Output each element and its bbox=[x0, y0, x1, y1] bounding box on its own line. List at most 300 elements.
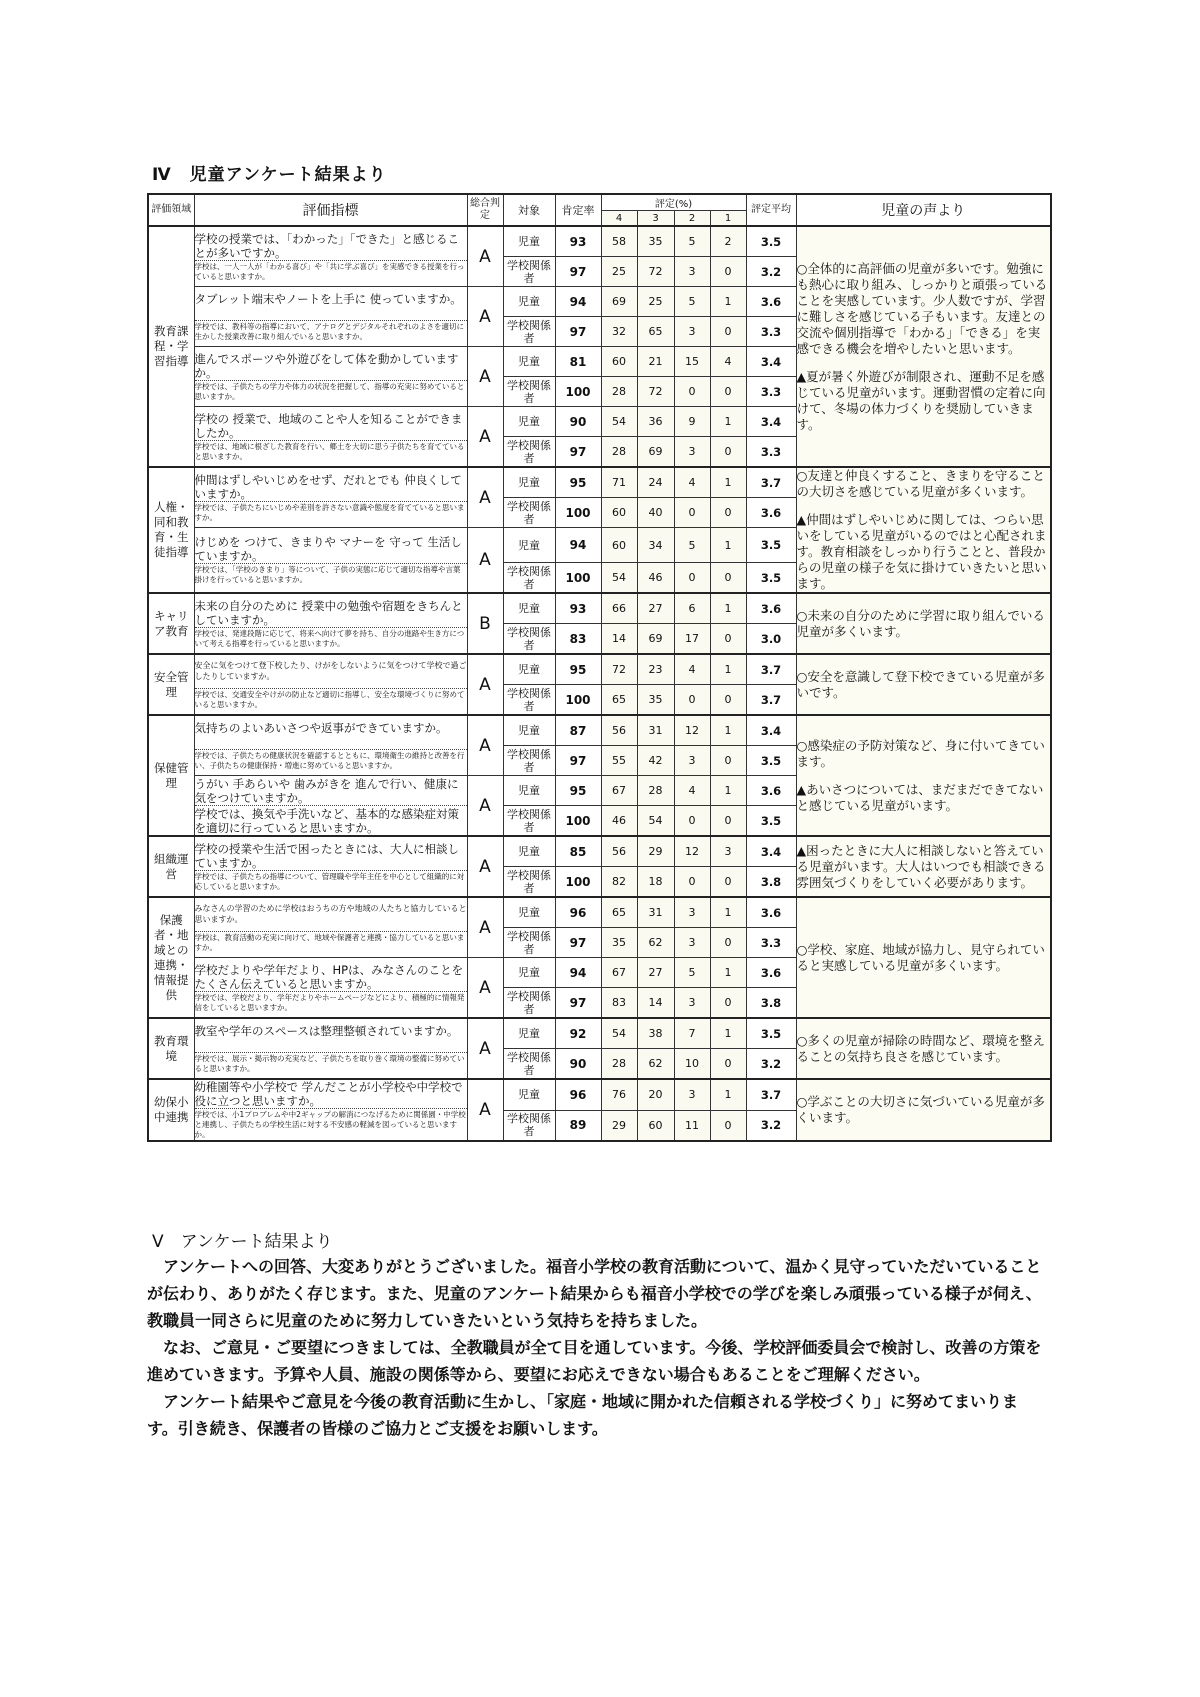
evaluation-domain: 保護者・地域との連携・情報提供 bbox=[148, 897, 194, 1018]
rating-p2: 5 bbox=[674, 287, 710, 317]
affirmative-rate: 97 bbox=[555, 746, 601, 776]
rating-p2: 12 bbox=[674, 836, 710, 867]
target-child: 児童 bbox=[503, 1018, 555, 1049]
rating-p2: 7 bbox=[674, 1018, 710, 1049]
rating-p4: 25 bbox=[601, 257, 637, 287]
overall-grade: A bbox=[467, 1079, 503, 1141]
rating-p4: 67 bbox=[601, 958, 637, 988]
rating-p2: 0 bbox=[674, 377, 710, 407]
affirmative-rate: 94 bbox=[555, 528, 601, 563]
indicator-staff-question: 学校は、教育活動の充実に向けて、地域や保護者と連携・協力していると思いますか。 bbox=[195, 931, 467, 953]
rating-p3: 69 bbox=[637, 624, 674, 655]
indicator-staff-question: 学校では、展示・掲示物の充実など、子供たちを取り巻く環境の整備に努めていると思いますか。 bbox=[194, 1053, 465, 1073]
rating-p2: 0 bbox=[674, 867, 710, 898]
evaluation-domain: キャリア教育 bbox=[148, 593, 194, 654]
indicator-child-question: 幼稚園等や小学校で 学んだことが小学校や中学校で役に立つと思いますか。 bbox=[194, 1080, 463, 1108]
indicator-child-question: みなさんの学習のために学校はおうちの方や地域の人たちと協力していると思いますか。 bbox=[194, 903, 467, 924]
student-voice-comment: ○安全を意識して登下校できている児童が多いです。 bbox=[796, 668, 1045, 700]
rating-average: 3.8 bbox=[746, 867, 796, 898]
rating-p3: 21 bbox=[637, 347, 674, 377]
rating-p4: 46 bbox=[601, 806, 637, 837]
affirmative-rate: 92 bbox=[555, 1018, 601, 1049]
rating-p2: 3 bbox=[674, 897, 710, 928]
student-voice-comment: ○学ぶことの大切さに気づいている児童が多くいます。 bbox=[796, 1094, 1045, 1125]
student-voice-comment: ○感染症の予防対策など、身に付いてきています。 bbox=[796, 737, 1045, 769]
header-avg: 評定平均 bbox=[746, 194, 796, 226]
affirmative-rate: 100 bbox=[555, 867, 601, 898]
rating-p3: 46 bbox=[637, 563, 674, 594]
rating-p3: 25 bbox=[637, 287, 674, 317]
rating-p1: 1 bbox=[710, 715, 746, 746]
student-voice bbox=[796, 897, 1051, 1018]
indicator-cell bbox=[194, 715, 467, 776]
affirmative-rate: 94 bbox=[555, 287, 601, 317]
rating-p1: 1 bbox=[710, 1018, 746, 1049]
overall-grade: B bbox=[467, 593, 503, 654]
rating-p3: 20 bbox=[637, 1079, 674, 1110]
rating-p1: 0 bbox=[710, 988, 746, 1019]
indicator-staff-question: 学校は、一人一人が「わかる喜び」や「共に学ぶ喜び」を実感できる授業を行っていると思いますか。 bbox=[194, 261, 465, 281]
evaluation-domain: 保健管理 bbox=[148, 715, 194, 836]
table-row bbox=[148, 654, 1051, 685]
target-staff: 学校関係者 bbox=[503, 498, 555, 528]
rating-p2: 0 bbox=[674, 806, 710, 837]
target-child: 児童 bbox=[503, 958, 555, 988]
rating-p4: 82 bbox=[601, 867, 637, 898]
header-level-2: 2 bbox=[674, 211, 710, 227]
header-level-1: 1 bbox=[710, 211, 746, 227]
table-row bbox=[148, 226, 1051, 257]
target-staff: 学校関係者 bbox=[503, 867, 555, 898]
rating-p3: 65 bbox=[637, 317, 674, 347]
evaluation-domain: 幼保小中連携 bbox=[148, 1079, 194, 1141]
rating-average: 3.0 bbox=[746, 624, 796, 655]
rating-p1: 0 bbox=[710, 806, 746, 837]
target-child: 児童 bbox=[503, 776, 555, 806]
rating-average: 3.5 bbox=[746, 563, 796, 594]
rating-average: 3.7 bbox=[746, 685, 796, 716]
rating-p4: 54 bbox=[601, 407, 637, 437]
indicator-cell bbox=[194, 593, 467, 654]
indicator-staff-question: 学校では、子供たちの健康状況を確認するとともに、環境衛生の維持と改善を行い、子供たちの健康保持・増進に努めていると思いますか。 bbox=[194, 750, 465, 770]
rating-p4: 28 bbox=[601, 437, 637, 468]
target-staff: 学校関係者 bbox=[503, 257, 555, 287]
affirmative-rate: 96 bbox=[555, 897, 601, 928]
rating-p3: 24 bbox=[637, 467, 674, 498]
rating-p4: 65 bbox=[601, 897, 637, 928]
rating-p1: 1 bbox=[710, 1079, 746, 1110]
indicator-child-question: 未来の自分のために 授業中の勉強や宿題をきちんとしていますか。 bbox=[194, 598, 463, 627]
rating-p4: 58 bbox=[601, 226, 637, 257]
table-row bbox=[148, 1079, 1051, 1110]
indicator-cell bbox=[194, 407, 467, 468]
rating-p4: 55 bbox=[601, 746, 637, 776]
rating-p4: 35 bbox=[601, 928, 637, 958]
indicator-cell bbox=[194, 467, 467, 528]
rating-average: 3.2 bbox=[746, 1049, 796, 1080]
rating-average: 3.5 bbox=[746, 806, 796, 837]
rating-p2: 5 bbox=[674, 958, 710, 988]
student-voice-comment: ○友達と仲良くすること、きまりを守ることの大切さを感じている児童が多くいます。 bbox=[796, 468, 1045, 499]
rating-p1: 3 bbox=[710, 836, 746, 867]
rating-p3: 29 bbox=[637, 836, 674, 867]
rating-p3: 35 bbox=[637, 226, 674, 257]
rating-p2: 3 bbox=[674, 317, 710, 347]
student-voice-comment: ▲困ったときに大人に相談しないと答えている児童がいます。大人はいつでも相談できる雰囲気づくりをしていく必要があります。 bbox=[796, 842, 1046, 890]
target-staff: 学校関係者 bbox=[503, 317, 555, 347]
rating-p3: 18 bbox=[637, 867, 674, 898]
header-domain: 評価領域 bbox=[148, 194, 194, 226]
rating-p1: 0 bbox=[710, 377, 746, 407]
student-voice bbox=[796, 593, 1051, 654]
header-level-3: 3 bbox=[637, 211, 674, 227]
rating-p3: 23 bbox=[637, 654, 674, 685]
rating-p2: 0 bbox=[674, 498, 710, 528]
rating-average: 3.6 bbox=[746, 897, 796, 928]
overall-grade: A bbox=[467, 226, 503, 287]
rating-average: 3.6 bbox=[746, 593, 796, 624]
rating-p4: 60 bbox=[601, 498, 637, 528]
section-5-title: Ⅴ アンケート結果より bbox=[152, 1232, 333, 1252]
rating-p2: 10 bbox=[674, 1049, 710, 1080]
rating-average: 3.6 bbox=[746, 287, 796, 317]
affirmative-rate: 85 bbox=[555, 836, 601, 867]
rating-p1: 1 bbox=[710, 958, 746, 988]
target-staff: 学校関係者 bbox=[503, 437, 555, 468]
indicator-staff-question: 学校では、小1プロブレムや中2ギャップの解消につなげるために関係園・中学校と連携し、子供たちの学校生活に対する不安感の軽減を図っていると思いますか。 bbox=[194, 1110, 466, 1139]
rating-p3: 36 bbox=[637, 407, 674, 437]
target-staff: 学校関係者 bbox=[503, 1049, 555, 1080]
table-row bbox=[148, 467, 1051, 498]
rating-average: 3.4 bbox=[746, 347, 796, 377]
indicator-cell bbox=[194, 226, 467, 287]
indicator-staff-question: 学校では、子供たちの指導について、管理職や学年主任を中心として組織的に対応していると思いますか。 bbox=[195, 870, 467, 892]
rating-p1: 0 bbox=[710, 746, 746, 776]
indicator-cell bbox=[194, 347, 467, 407]
indicator-staff-question: 学校では、交通安全やけがの防止など適切に指導し、安全な環境づくりに努めていると思いますか。 bbox=[194, 689, 465, 709]
student-voice-comment: ○多くの児童が掃除の時間など、環境を整えることの気持ち良さを感じています。 bbox=[796, 1032, 1045, 1064]
rating-p1: 1 bbox=[710, 528, 746, 563]
overall-grade: A bbox=[467, 528, 503, 594]
indicator-staff-question: 学校では、学校だより、学年だよりやホームページなどにより、積極的に情報発信をしていると思いますか。 bbox=[195, 991, 467, 1013]
affirmative-rate: 83 bbox=[555, 624, 601, 655]
indicator-cell bbox=[194, 1018, 467, 1079]
indicator-staff-question: 学校では、換気や手洗いなど、基本的な感染症対策を適切に行っていると思いますか。 bbox=[195, 805, 467, 835]
indicator-cell bbox=[194, 776, 467, 837]
rating-p4: 32 bbox=[601, 317, 637, 347]
rating-average: 3.2 bbox=[746, 1110, 796, 1141]
rating-p2: 9 bbox=[674, 407, 710, 437]
student-voice bbox=[796, 1018, 1051, 1079]
indicator-child-question: うがい 手あらいや 歯みがきを 進んで行い、健康に気をつけていますか。 bbox=[194, 776, 459, 805]
affirmative-rate: 81 bbox=[555, 347, 601, 377]
rating-average: 3.7 bbox=[746, 467, 796, 498]
rating-p3: 31 bbox=[637, 897, 674, 928]
section-5-paragraph: アンケート結果やご意見を今後の教育活動に生かし、「家庭・地域に開かれた信頼される学校づくり」に努めてまいります。引き続き、保護者の皆様のご協力とご支援をお願いします。 bbox=[147, 1392, 1019, 1438]
rating-p4: 29 bbox=[601, 1110, 637, 1141]
rating-average: 3.4 bbox=[746, 715, 796, 746]
rating-p3: 62 bbox=[637, 928, 674, 958]
rating-p2: 12 bbox=[674, 715, 710, 746]
evaluation-domain: 人権・同和教育・生徒指導 bbox=[148, 467, 194, 593]
rating-p4: 83 bbox=[601, 988, 637, 1019]
affirmative-rate: 97 bbox=[555, 317, 601, 347]
rating-p4: 72 bbox=[601, 654, 637, 685]
rating-p2: 4 bbox=[674, 467, 710, 498]
rating-p1: 0 bbox=[710, 685, 746, 716]
rating-p2: 0 bbox=[674, 563, 710, 594]
rating-p1: 1 bbox=[710, 897, 746, 928]
evaluation-domain: 組織運営 bbox=[148, 836, 194, 897]
indicator-cell bbox=[194, 1079, 467, 1141]
rating-p3: 31 bbox=[637, 715, 674, 746]
target-child: 児童 bbox=[503, 226, 555, 257]
rating-p4: 56 bbox=[601, 836, 637, 867]
rating-p2: 11 bbox=[674, 1110, 710, 1141]
rating-average: 3.5 bbox=[746, 746, 796, 776]
affirmative-rate: 90 bbox=[555, 1049, 601, 1080]
overall-grade: A bbox=[467, 1018, 503, 1079]
overall-grade: A bbox=[467, 347, 503, 407]
student-voice-comment: ○未来の自分のために学習に取り組んでいる児童が多くいます。 bbox=[796, 607, 1045, 639]
indicator-child-question: 安全に気をつけて登下校したり、けがをしないように気をつけて学校で過ごしたりしていますか。 bbox=[194, 660, 467, 681]
indicator-staff-question: 学校では、子供たちの学力や体力の状況を把握して、指導の充実に努めていると思いますか。 bbox=[195, 380, 467, 402]
affirmative-rate: 100 bbox=[555, 685, 601, 716]
rating-p3: 28 bbox=[637, 776, 674, 806]
indicator-child-question: 学校の 授業で、地域のことや人を知ることができましたか。 bbox=[194, 411, 463, 440]
indicator-child-question: 気持ちのよいあいさつや返事ができていますか。 bbox=[194, 720, 448, 735]
rating-p1: 1 bbox=[710, 654, 746, 685]
indicator-staff-question: 学校では、教科等の指導において、アナログとデジタルそれぞれのよさを適切に生かした授業改善に取り組んでいると思いますか。 bbox=[195, 320, 467, 342]
student-voice-comment: ▲夏が暑く外遊びが制限され、運動不足を感じている児童がいます。運動習慣の定着に向けて、冬場の体力づくりを奨励していきます。 bbox=[796, 368, 1046, 432]
rating-p4: 69 bbox=[601, 287, 637, 317]
rating-p1: 1 bbox=[710, 287, 746, 317]
header-target: 対象 bbox=[503, 194, 555, 226]
indicator-staff-question: 学校では、発達段階に応じて、将来へ向けて夢を持ち、自分の進路や生き方について考える指導を行っていると思いますか。 bbox=[195, 627, 467, 649]
rating-p4: 65 bbox=[601, 685, 637, 716]
target-staff: 学校関係者 bbox=[503, 563, 555, 594]
affirmative-rate: 87 bbox=[555, 715, 601, 746]
header-level-4: 4 bbox=[601, 211, 637, 227]
rating-p3: 62 bbox=[637, 1049, 674, 1080]
student-voice-comment: ○全体的に高評価の児童が多いです。勉強にも熱心に取り組み、しっかりと頑張っていることを実感しています。少人数ですが、学習に難しさを感じている子もいます。友達との交流や個別指導で「わかる」「できる」を実感できる機会を増やしたいと思います。 bbox=[796, 260, 1048, 356]
evaluation-domain: 安全管理 bbox=[148, 654, 194, 715]
affirmative-rate: 89 bbox=[555, 1110, 601, 1141]
rating-average: 3.4 bbox=[746, 407, 796, 437]
overall-grade: A bbox=[467, 958, 503, 1019]
rating-average: 3.5 bbox=[746, 226, 796, 257]
rating-p3: 35 bbox=[637, 685, 674, 716]
target-staff: 学校関係者 bbox=[503, 685, 555, 716]
rating-p3: 34 bbox=[637, 528, 674, 563]
rating-p4: 60 bbox=[601, 347, 637, 377]
student-voice bbox=[796, 226, 1051, 467]
rating-p4: 54 bbox=[601, 563, 637, 594]
target-staff: 学校関係者 bbox=[503, 1110, 555, 1141]
indicator-staff-question: 学校では、子供たちにいじめや差別を許さない意識や態度を育てていると思いますか。 bbox=[194, 502, 465, 522]
rating-average: 3.3 bbox=[746, 377, 796, 407]
target-staff: 学校関係者 bbox=[503, 988, 555, 1019]
affirmative-rate: 100 bbox=[555, 377, 601, 407]
affirmative-rate: 100 bbox=[555, 806, 601, 837]
evaluation-domain: 教育環境 bbox=[148, 1018, 194, 1079]
rating-average: 3.6 bbox=[746, 776, 796, 806]
overall-grade: A bbox=[467, 776, 503, 837]
table-row bbox=[148, 897, 1051, 928]
rating-average: 3.6 bbox=[746, 498, 796, 528]
affirmative-rate: 97 bbox=[555, 928, 601, 958]
rating-p3: 72 bbox=[637, 257, 674, 287]
rating-p2: 15 bbox=[674, 347, 710, 377]
rating-p2: 5 bbox=[674, 226, 710, 257]
student-voice bbox=[796, 654, 1051, 715]
rating-p3: 42 bbox=[637, 746, 674, 776]
rating-p3: 38 bbox=[637, 1018, 674, 1049]
table-row bbox=[148, 593, 1051, 624]
overall-grade: A bbox=[467, 897, 503, 958]
header-rating: 評定(%) bbox=[601, 194, 746, 211]
evaluation-domain: 教育課程・学習指導 bbox=[148, 226, 194, 467]
student-voice-comment: ○学校、家庭、地域が協力し、見守られていると実感している児童が多くいます。 bbox=[796, 941, 1045, 973]
rating-p1: 1 bbox=[710, 776, 746, 806]
rating-average: 3.3 bbox=[746, 317, 796, 347]
target-child: 児童 bbox=[503, 654, 555, 685]
rating-average: 3.7 bbox=[746, 654, 796, 685]
affirmative-rate: 97 bbox=[555, 257, 601, 287]
target-child: 児童 bbox=[503, 287, 555, 317]
rating-p3: 60 bbox=[637, 1110, 674, 1141]
student-voice bbox=[796, 1079, 1051, 1141]
overall-grade: A bbox=[467, 715, 503, 776]
rating-p4: 14 bbox=[601, 624, 637, 655]
rating-p1: 0 bbox=[710, 257, 746, 287]
affirmative-rate: 93 bbox=[555, 226, 601, 257]
affirmative-rate: 97 bbox=[555, 437, 601, 468]
rating-p2: 4 bbox=[674, 654, 710, 685]
rating-p4: 60 bbox=[601, 528, 637, 563]
header-voice: 児童の声より bbox=[796, 194, 1051, 226]
student-voice bbox=[796, 467, 1051, 593]
rating-p1: 0 bbox=[710, 867, 746, 898]
rating-p4: 66 bbox=[601, 593, 637, 624]
header-indicator: 評価指標 bbox=[194, 194, 467, 226]
rating-p2: 5 bbox=[674, 528, 710, 563]
rating-average: 3.8 bbox=[746, 988, 796, 1019]
indicator-child-question: 仲間はずしやいじめをせず、だれとでも 仲良くしていますか。 bbox=[194, 472, 462, 501]
affirmative-rate: 96 bbox=[555, 1079, 601, 1110]
indicator-cell bbox=[194, 654, 467, 715]
rating-average: 3.5 bbox=[746, 1018, 796, 1049]
overall-grade: A bbox=[467, 836, 503, 897]
indicator-child-question: 進んでスポーツや外遊びをして体を動かしていますか。 bbox=[194, 351, 459, 380]
target-child: 児童 bbox=[503, 1079, 555, 1110]
rating-p4: 54 bbox=[601, 1018, 637, 1049]
rating-average: 3.6 bbox=[746, 958, 796, 988]
student-voice-comment: ▲仲間はずしやいじめに関しては、つらい思いをしている児童がいるのではと心配されます。教育相談をしっかり行うことと、普段からの児童の様子を気に掛けていきたいと思います。 bbox=[796, 512, 1047, 591]
indicator-cell bbox=[194, 528, 467, 594]
indicator-staff-question: 学校では、「学校のきまり」等について、子供の実態に応じて適切な指導や言葉掛けを行っていると思いますか。 bbox=[195, 563, 467, 585]
rating-average: 3.5 bbox=[746, 528, 796, 563]
rating-p3: 69 bbox=[637, 437, 674, 468]
rating-p4: 28 bbox=[601, 377, 637, 407]
target-staff: 学校関係者 bbox=[503, 624, 555, 655]
target-child: 児童 bbox=[503, 528, 555, 563]
target-child: 児童 bbox=[503, 467, 555, 498]
indicator-cell bbox=[194, 287, 467, 347]
indicator-child-question: タブレット端末やノートを上手に 使っていますか。 bbox=[194, 291, 462, 306]
affirmative-rate: 93 bbox=[555, 593, 601, 624]
rating-p2: 3 bbox=[674, 257, 710, 287]
target-staff: 学校関係者 bbox=[503, 746, 555, 776]
rating-average: 3.4 bbox=[746, 836, 796, 867]
rating-average: 3.7 bbox=[746, 1079, 796, 1110]
student-voice-comment: ▲あいさつについては、まだまだできてないと感じている児童がいます。 bbox=[796, 781, 1044, 813]
rating-p2: 17 bbox=[674, 624, 710, 655]
target-child: 児童 bbox=[503, 715, 555, 746]
rating-p3: 54 bbox=[637, 806, 674, 837]
rating-p1: 1 bbox=[710, 407, 746, 437]
affirmative-rate: 100 bbox=[555, 563, 601, 594]
affirmative-rate: 95 bbox=[555, 776, 601, 806]
rating-p4: 28 bbox=[601, 1049, 637, 1080]
target-staff: 学校関係者 bbox=[503, 928, 555, 958]
target-staff: 学校関係者 bbox=[503, 377, 555, 407]
rating-p2: 3 bbox=[674, 1079, 710, 1110]
rating-p1: 4 bbox=[710, 347, 746, 377]
indicator-child-question: 教室や学年のスペースは整理整頓されていますか。 bbox=[194, 1023, 459, 1038]
section-5-paragraph: アンケートへの回答、大変ありがとうございました。福音小学校の教育活動について、温かく見守っていただいていることが伝わり、ありがたく存じます。また、児童のアンケート結果からも福音小学校での学びを楽しみ頑張っている様子が伺え、教職員一同さらに児童のために努力していきたいという気持ちを持ちました。 bbox=[147, 1257, 1042, 1330]
rating-p2: 3 bbox=[674, 437, 710, 468]
table-row bbox=[148, 715, 1051, 746]
section-5-body bbox=[147, 1253, 1047, 1442]
rating-p2: 3 bbox=[674, 928, 710, 958]
rating-p1: 1 bbox=[710, 593, 746, 624]
affirmative-rate: 97 bbox=[555, 988, 601, 1019]
target-child: 児童 bbox=[503, 347, 555, 377]
rating-p1: 0 bbox=[710, 317, 746, 347]
indicator-child-question: 学校だよりや学年だより、HPは、みなさんのことをたくさん伝えていると思いますか。 bbox=[194, 962, 464, 991]
rating-p2: 3 bbox=[674, 988, 710, 1019]
rating-p2: 0 bbox=[674, 685, 710, 716]
header-rate: 肯定率 bbox=[555, 194, 601, 226]
rating-p4: 71 bbox=[601, 467, 637, 498]
rating-p3: 72 bbox=[637, 377, 674, 407]
rating-p1: 0 bbox=[710, 928, 746, 958]
rating-average: 3.2 bbox=[746, 257, 796, 287]
rating-p2: 6 bbox=[674, 593, 710, 624]
rating-p1: 0 bbox=[710, 437, 746, 468]
rating-p1: 1 bbox=[710, 467, 746, 498]
rating-p1: 0 bbox=[710, 1049, 746, 1080]
indicator-cell bbox=[194, 958, 467, 1019]
indicator-staff-question: 学校では、地域に根ざした教育を行い、郷土を大切に思う子供たちを育てていると思いますか。 bbox=[194, 441, 465, 461]
rating-p1: 0 bbox=[710, 498, 746, 528]
survey-results-table bbox=[147, 193, 1052, 1142]
overall-grade: A bbox=[467, 287, 503, 347]
affirmative-rate: 100 bbox=[555, 498, 601, 528]
rating-p3: 40 bbox=[637, 498, 674, 528]
header-overall: 総合判定 bbox=[467, 194, 503, 226]
rating-p1: 2 bbox=[710, 226, 746, 257]
rating-p4: 67 bbox=[601, 776, 637, 806]
section-4-title: Ⅳ 児童アンケート結果より bbox=[152, 165, 387, 185]
rating-p4: 76 bbox=[601, 1079, 637, 1110]
rating-average: 3.3 bbox=[746, 437, 796, 468]
indicator-child-question: 学校の授業や生活で困ったときには、大人に相談していますか。 bbox=[194, 841, 459, 870]
overall-grade: A bbox=[467, 654, 503, 715]
student-voice bbox=[796, 836, 1051, 897]
affirmative-rate: 95 bbox=[555, 654, 601, 685]
